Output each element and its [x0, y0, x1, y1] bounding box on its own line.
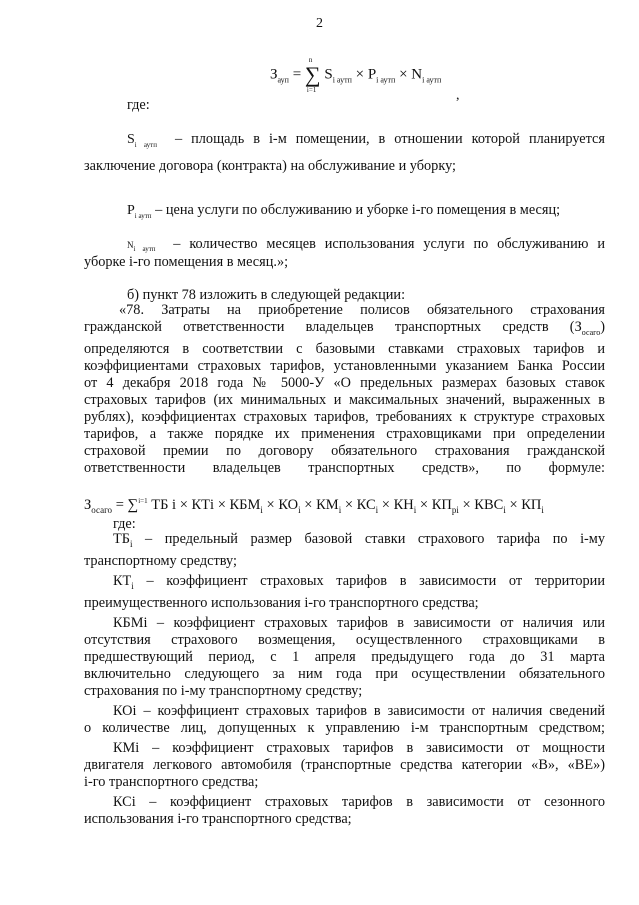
def-tb-line2: транспортному средству;	[84, 552, 237, 569]
formula-comma: ,	[456, 88, 460, 103]
times-sign: ×	[419, 497, 429, 513]
where-label: где:	[127, 97, 150, 113]
formula2-term: КП	[521, 497, 542, 513]
def-s-line1: – площадь в i-м помещении, в отношении которой планируется	[174, 131, 605, 147]
definition-p	[127, 202, 560, 225]
definition-s	[127, 131, 605, 154]
cleaning-cost-formula: $З_{ауп}$ = ∑ n i=1 $S_{i аутп} \times P_{i аутп} \times N_{i аутп}$	[270, 56, 442, 94]
def-tb: $ТБ_i$ – предельный размер базовой ставки страхового тарифа по i-му	[113, 531, 606, 549]
formula-n-sub: i аутп	[422, 75, 442, 85]
formula2-sum-bottom: i=1	[138, 497, 148, 506]
formula2-term: КС	[356, 497, 376, 513]
sum-sign: ∑ n i=1	[304, 56, 321, 94]
def-kbm-line: предшествующий период, с 1 апреля предыдущего года до 31 марта	[84, 648, 605, 665]
def-kbm-line: включительно следующего за ним года при осуществлении обязательного	[84, 665, 605, 682]
formula-p: P	[367, 66, 377, 83]
formula2-lhs: З	[84, 497, 92, 513]
times-sign: ×	[266, 497, 275, 513]
def-kt: $КТ_i$ – коэффициент страховых тарифов в зависимости от территории	[113, 572, 605, 591]
formula2-term: КП	[431, 497, 452, 513]
formula2-term: КБМ	[229, 497, 261, 513]
formula-s: S	[324, 66, 333, 83]
times-sign: ×	[399, 66, 408, 83]
p78-line: гражданской ответственности владельцев транспортных средств $(З_{осаго})$	[84, 319, 605, 337]
def-kbm: КБМi – коэффициент страховых тарифов в зависимости от наличия или	[113, 614, 605, 631]
times-sign: ×	[381, 497, 390, 513]
def-ko: КОi – коэффициент страховых тарифов в зависимости от наличия сведений	[113, 702, 605, 719]
osago-cost-formula	[84, 497, 544, 515]
def-kbm-line: страхования по i-му транспортному средству;	[84, 682, 363, 699]
formula-p-sub: i аутп	[376, 75, 396, 85]
p78-line: определяются в соответствии с базовыми ставками страховых тарифов и	[84, 340, 605, 357]
def-kt-line2: преимущественного использования i-го транспортного средства;	[84, 594, 479, 611]
p78-line: тарифов, а также порядке их применения страховщиками при определении	[84, 425, 605, 442]
p78-line: страховых тарифов (их минимальных и максимальных значений, выраженных в	[84, 391, 605, 408]
formula2-term-sub: i	[375, 504, 379, 515]
formula2-term-sub: i	[503, 504, 506, 515]
formula2-term-sub: i	[413, 504, 417, 515]
item-b: б) пункт 78 изложить в следующей редакции:	[127, 287, 406, 303]
formula-lhs: З	[270, 66, 278, 83]
def-km: КМi – коэффициент страховых тарифов в зависимости от мощности	[113, 739, 605, 756]
def-km-line: i-го транспортного средства;	[84, 773, 259, 790]
def-kbm-line: отсутствия страхового возмещения, осуществленного страховщиками в	[84, 631, 605, 648]
times-sign: ×	[344, 497, 354, 513]
formula2-term-sub: рi	[451, 504, 459, 515]
formula2-lhs-sub: осаго	[91, 504, 113, 515]
p78-line: «78. Затраты на приобретение полисов обязательного страхования	[119, 302, 605, 318]
def-n-line1: – количество месяцев использования услуги по обслуживанию и	[173, 236, 605, 252]
def-ks: КСi – коэффициент страховых тарифов в зависимости от сезонного	[113, 793, 605, 810]
times-sign: ×	[217, 497, 226, 513]
def-p-sub: i аутп	[134, 211, 152, 220]
def-s-sub: i аутп	[134, 140, 157, 149]
formula2-term: КО	[278, 497, 299, 513]
def-s-symbol: S	[127, 132, 135, 147]
formula-lhs-sub: ауп	[277, 75, 289, 85]
formula2-sum: ∑	[127, 497, 139, 513]
formula2-term: ТБ i	[151, 497, 177, 513]
p78-line: от 4 декабря 2018 года № 5000-У «О предельных размерах базовых ставок	[84, 374, 605, 391]
p78-line: коэффициентами страховых тарифов, установленными указанием Банка России	[84, 357, 605, 374]
def-km-line: двигателя легкового автомобиля (транспортные средства категории «В», «ВЕ»)	[84, 756, 605, 773]
formula-s-sub: i аутп	[332, 75, 352, 85]
times-sign: ×	[462, 497, 471, 513]
paragraph-78	[84, 302, 605, 477]
formula2-term-sub: i	[260, 504, 263, 515]
times-sign: ×	[179, 497, 188, 513]
def-ko-line: о количестве лиц, допущенных к управлению i-м транспортным средством;	[84, 719, 605, 736]
page-number: 2	[316, 16, 323, 31]
formula2-term-sub: i	[298, 504, 301, 515]
sum-lower-limit: i=1	[306, 86, 317, 94]
def-n-symbol: N	[127, 240, 134, 250]
formula2-term: КМ	[316, 497, 339, 513]
times-sign: ×	[355, 66, 365, 83]
p78-line: страховой премии по договору обязательного страхования гражданской	[84, 442, 605, 459]
def-p-symbol: P	[127, 203, 135, 218]
def-ks-line: использования i-го транспортного средства;	[84, 810, 352, 827]
formula-n: N	[411, 66, 423, 83]
def-n-sub: i аутп	[133, 244, 156, 253]
definitions-osago	[84, 531, 605, 828]
formula2-term: КТi	[191, 497, 215, 513]
def-p-line1: – цена услуги по обслуживанию и уборке i-го помещения в месяц;	[155, 202, 561, 218]
formula2-terms	[151, 497, 544, 513]
p78-line: рублях), коэффициентах страховых тарифов, требованиях к структуре страховых	[84, 408, 605, 425]
formula2-eq: =	[115, 497, 124, 513]
where-label-2: где:	[113, 516, 136, 532]
times-sign: ×	[509, 497, 518, 513]
def-n-line2: уборке i-го помещения в месяц.»;	[84, 254, 289, 270]
sum-upper-limit: n	[308, 56, 313, 64]
formula2-term: КН	[393, 497, 414, 513]
p78-line: ответственности владельцев транспортных средств», по формуле:	[84, 459, 605, 476]
formula2-term-sub: i	[541, 504, 544, 515]
times-sign: ×	[304, 497, 313, 513]
formula2-term-sub: i	[338, 504, 342, 515]
formula2-term: КВС	[474, 497, 504, 513]
def-s-line2: заключение договора (контракта) на обслуживание и уборку;	[84, 158, 456, 174]
